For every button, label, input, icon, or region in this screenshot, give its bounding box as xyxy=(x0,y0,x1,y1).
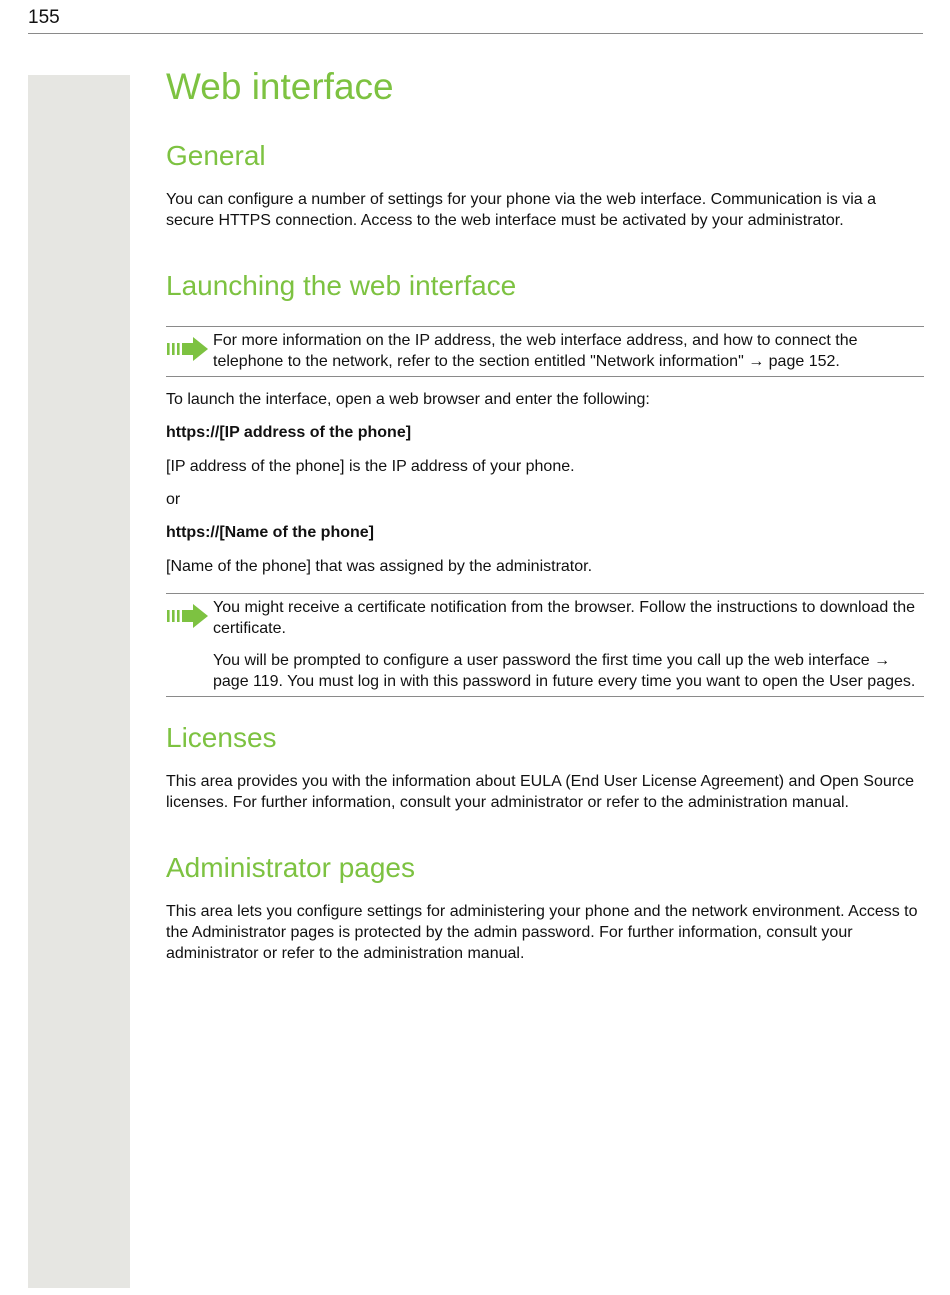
header-rule xyxy=(28,33,923,34)
url-name: https://[Name of the phone] xyxy=(166,524,374,542)
url-ip: https://[IP address of the phone] xyxy=(166,424,412,442)
note-certificate: You might receive a certificate notification from the browser. Follow the instructions to download the certificate. xyxy=(213,598,915,638)
url-name-description: [Name of the phone] that was assigned by the administrator. xyxy=(166,557,593,575)
admin-body: This area lets you configure settings for administering your phone and the network environment. Access to the Administrator pages is protected by the admin password. For further information, consult your administrator or refer to the administration manual. xyxy=(166,902,918,963)
section-heading-licenses: Licenses xyxy=(166,722,277,754)
note-arrow-icon xyxy=(167,337,208,361)
section-heading-admin: Administrator pages xyxy=(166,851,416,883)
page-content xyxy=(166,64,924,965)
info-note-certificate xyxy=(166,593,924,697)
info-note xyxy=(166,326,924,378)
page-number: 155 xyxy=(28,7,60,28)
sidebar-margin xyxy=(28,75,130,1288)
licenses-body: This area provides you with the information about EULA (End User License Agreement) and Open Source licenses. For further information, consult your administrator or refer to the administration manual. xyxy=(166,773,914,812)
general-body: You can configure a number of settings for your phone via the web interface. Communication is via a secure HTTPS connection. Access to the web interface must be activated by your administrator. xyxy=(166,191,877,230)
note-password: You will be prompted to configure a user password the first time you call up the web interface → page 119. You must log in with this password in future every time you want to open the User pages. xyxy=(213,651,916,690)
note-network-info: For more information on the IP address, the web interface address, and how to connect the telephone to the network, refer to the section entitled "Network information" → page 152. xyxy=(213,331,858,370)
section-heading-launching: Launching the web interface xyxy=(166,269,517,301)
url-ip-description: [IP address of the phone] is the IP address of your phone. xyxy=(166,457,575,475)
page-title: Web interface xyxy=(166,66,394,107)
section-heading-general: General xyxy=(166,140,266,171)
or-text: or xyxy=(166,491,181,509)
launch-intro: To launch the interface, open a web browser and enter the following: xyxy=(166,391,650,409)
note-arrow-icon xyxy=(167,604,208,628)
